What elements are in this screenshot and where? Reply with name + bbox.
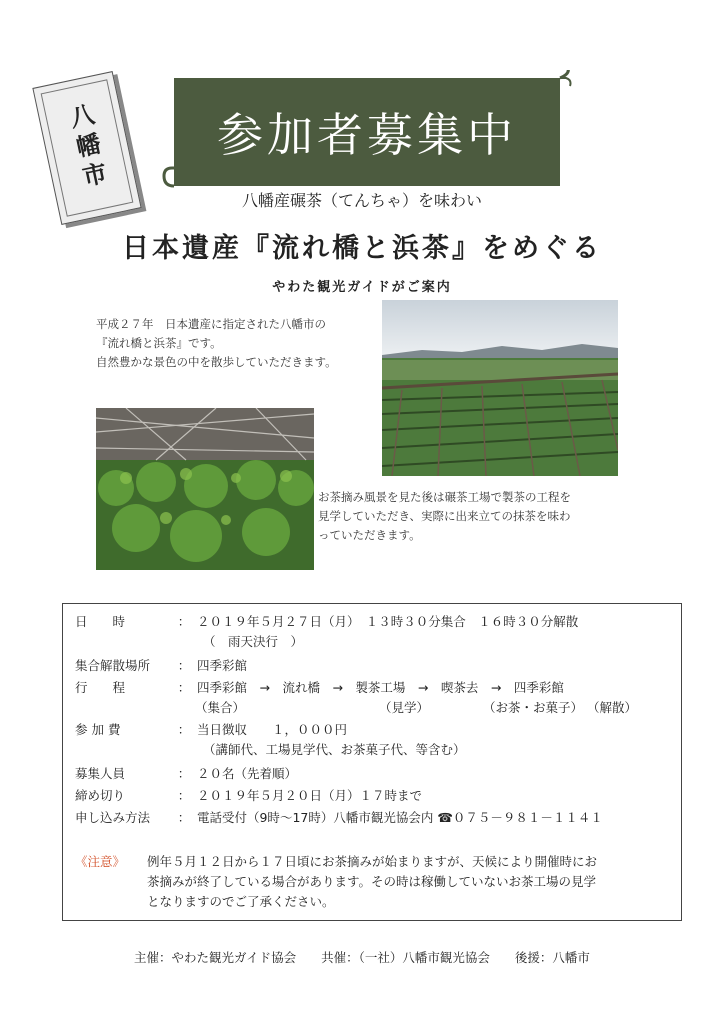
fee-label: 参 加 費 [75, 722, 121, 737]
headline-line1: 八幡産碾茶（てんちゃ）を味わい [241, 191, 482, 210]
outro-line: っていただきます。 [318, 528, 421, 542]
intro-text [96, 315, 376, 372]
fee-note: （講師代、工場見学代、お茶菓子代、等含む） [203, 742, 466, 757]
apply-value: 電話受付（9時〜17時）八幡市観光協会内 ☎０７５－９８１－１１４１ [196, 810, 603, 825]
route-sub-1: （集合） [195, 700, 246, 715]
datetime-note: （ 雨天決行 ） [203, 634, 304, 649]
deadline-value: ２０１９年５月２０日（月）１７時まで [196, 788, 422, 803]
outro-text [318, 488, 628, 545]
outro-line: 見学していただき、実際に出来立ての抹茶を味わ [318, 509, 571, 523]
apply-label: 申し込み方法 [75, 810, 151, 825]
route-value: 四季彩館 → 流れ橋 → 製茶工場 → 喫茶去 → 四季彩館 [196, 680, 564, 695]
note-line: 例年５月１２日から１７日頃にお茶摘みが始まりますが、天候により開催時にお [147, 854, 598, 869]
apply-row: 申し込み方法 ： 電話受付（9時〜17時）八幡市観光協会内 ☎０７５－９８１－１１４１ [75, 810, 603, 825]
sponsor-footer: 主催：やわた観光ガイド協会 共催：（一社）八幡市観光協会 後援：八幡市 [134, 950, 590, 965]
note-row [75, 852, 145, 870]
banner-title: 参加者募集中 [217, 108, 517, 162]
deadline-row: 締め切り ： ２０１９年５月２０日（月）１７時まで [75, 788, 422, 803]
route-sub-2: （見学） [379, 700, 430, 715]
note-label: 《注意》 [75, 854, 126, 869]
recruitment-banner [162, 70, 572, 192]
tea-field-photo [382, 300, 618, 476]
note-line: 茶摘みが終了している場合があります。その時は稼働していないお茶工場の見学 [147, 874, 597, 889]
capacity-value: ２０名（先着順） [196, 766, 297, 781]
capacity-label: 募集人員 [75, 766, 126, 781]
tea-bush-photo [96, 408, 314, 570]
intro-line: 平成２７年 日本遺産に指定された八幡市の [96, 317, 326, 331]
place-label: 集合解散場所 [75, 658, 151, 673]
headline-line2: 日本遺産『流れ橋と浜茶』をめぐる [122, 233, 602, 264]
datetime-label: 日 時 [75, 614, 126, 629]
route-sub-4: （解散） [587, 700, 638, 715]
place-value: 四季彩館 [196, 658, 247, 673]
place-row: 集合解散場所 ： 四季彩館 [75, 658, 247, 673]
capacity-row: 募集人員 ： ２０名（先着順） [75, 766, 297, 781]
intro-line: 『流れ橋と浜茶』です。 [96, 336, 222, 350]
outro-line: お茶摘み風景を見た後は碾茶工場で製茶の工程を [318, 490, 571, 504]
headline-line3: やわた観光ガイドがご案内 [272, 280, 452, 295]
datetime-value: ２０１９年５月２７日（月） １３時３０分集合 １６時３０分解散 [196, 614, 579, 629]
route-row: 行 程 ： 四季彩館 → 流れ橋 → 製茶工場 → 喫茶去 → 四季彩館 [75, 680, 564, 695]
banner-body [174, 78, 560, 186]
route-sub-3: （お茶・お菓子） [483, 700, 584, 715]
city-badge-text: 八幡市 [63, 100, 111, 196]
datetime-row: 日 時 ： ２０１９年５月２７日（月） １３時３０分集合 １６時３０分解散 [75, 614, 579, 629]
event-details-box [62, 603, 682, 921]
fee-value: 当日徴収 １，０００円 [196, 722, 347, 737]
intro-line: 自然豊かな景色の中を散歩していただきます。 [96, 355, 337, 369]
route-label: 行 程 [75, 680, 126, 695]
deadline-label: 締め切り [75, 788, 126, 803]
note-line: となりますのでご了承ください。 [147, 894, 335, 909]
fee-row: 参 加 費 ： 当日徴収 １，０００円 [75, 722, 347, 737]
